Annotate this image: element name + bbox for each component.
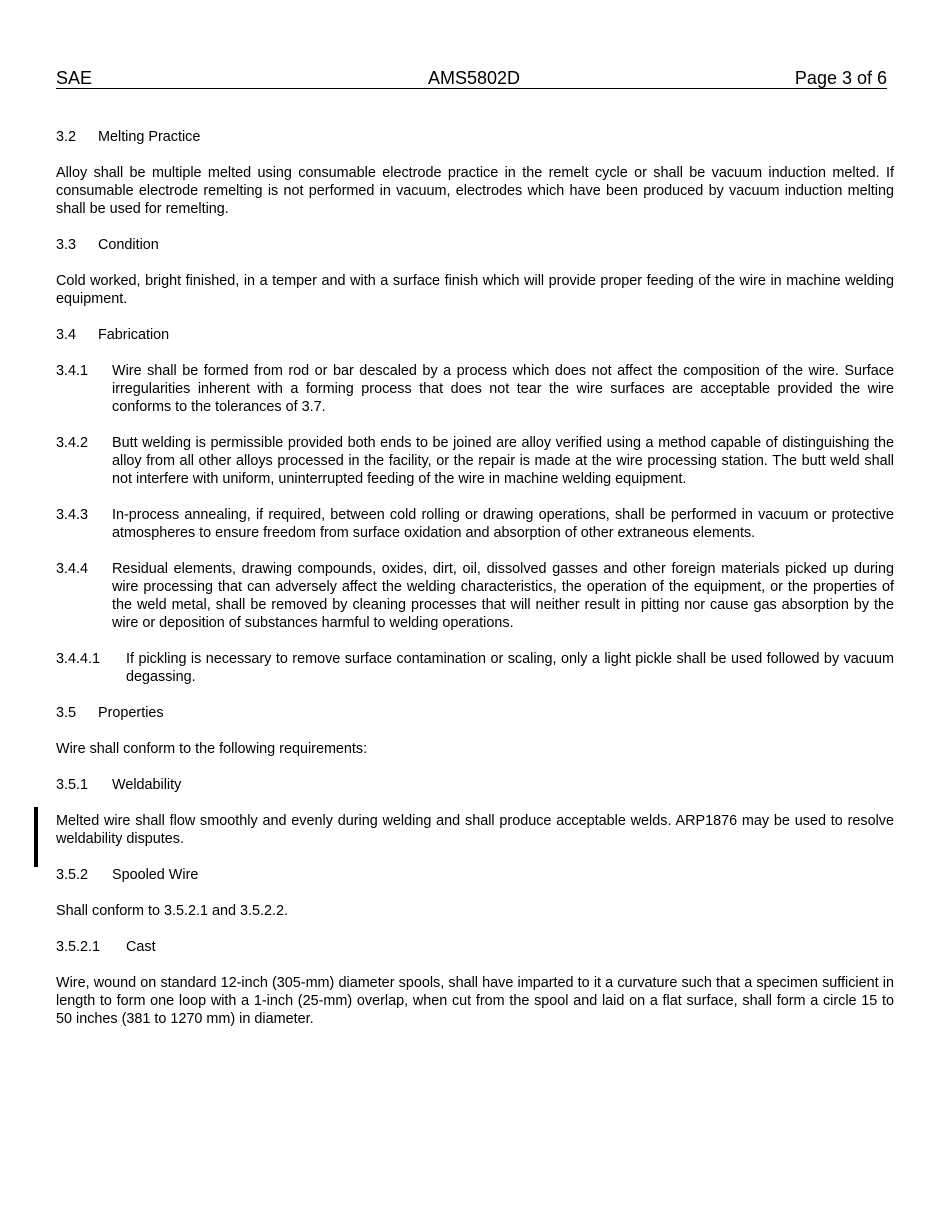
paragraph-3-4-1 [56,362,894,416]
section-number: 3.4.2 [56,435,89,451]
paragraph-3-4-3 [56,506,894,542]
section-title: Melting Practice [98,129,201,145]
section-heading-3-5-1 [56,776,894,794]
section-number: 3.5.2 [56,867,89,883]
paragraph-text: Wire shall be formed from rod or bar descaled by a process which does not affect the composition of the wire. Surface irregularities inherent with a forming process that does not tear the wire surfaces are acceptable provided the wire conforms to the tolerances of 3.7. [112,363,894,415]
paragraph-3-5-2-1: Wire, wound on standard 12-inch (305-mm) diameter spools, shall have imparted to it a curvature such that a specimen sufficient in length to form one loop with a 1-inch (25-mm) overlap, when cut from the spool and laid on a flat surface, shall form a circle 15 to 50 inches (381 to 1270 mm) in diameter. [56,975,894,1027]
section-number: 3.4.1 [56,363,89,379]
paragraph-3-4-2 [56,434,894,488]
section-title: Fabrication [98,327,170,343]
paragraph-3-3: Cold worked, bright finished, in a temper and with a surface finish which will provide proper feeding of the wire in machine welding equipment. [56,273,894,307]
section-heading-3-5-2-1 [56,938,894,956]
section-number: 3.4.3 [56,507,89,523]
section-heading-3-5-2 [56,866,894,884]
section-number: 3.5.2.1 [56,939,101,955]
document-body [56,128,894,1046]
paragraph-text: If pickling is necessary to remove surface contamination or scaling, only a light pickle shall be used followed by vacuum degassing. [126,651,894,685]
paragraph-3-5-1: Melted wire shall flow smoothly and evenly during welding and shall produce acceptable welds. ARP1876 may be used to resolve weldability disputes. [56,813,894,847]
section-heading-3-2 [56,128,894,146]
section-number: 3.4.4.1 [56,651,101,667]
paragraph-3-5-2: Shall conform to 3.5.2.1 and 3.5.2.2. [56,903,288,919]
paragraph-3-4-4 [56,560,894,632]
paragraph-text: In-process annealing, if required, between cold rolling or drawing operations, shall be performed in vacuum or protective atmospheres to ensure freedom from surface oxidation and absorption of other extraneous elements. [112,507,894,541]
section-number: 3.3 [56,237,77,253]
section-heading-3-3 [56,236,894,254]
section-title: Weldability [112,777,182,793]
section-number: 3.5.1 [56,777,89,793]
section-title: Spooled Wire [112,867,199,883]
header-page-number: Page 3 of 6 [794,68,887,88]
section-number: 3.2 [56,129,77,145]
section-heading-3-5 [56,704,894,722]
paragraph-3-2: Alloy shall be multiple melted using consumable electrode practice in the remelt cycle or shall be vacuum induction melted. If consumable electrode remelting is not performed in vacuum, electrodes which have been produced by vacuum induction melting shall be used for remelting. [56,165,894,217]
header-org: SAE [56,68,93,88]
paragraph-3-4-4-1 [56,650,894,686]
revision-change-bar [34,807,38,867]
paragraph-text: Butt welding is permissible provided both ends to be joined are alloy verified using a method capable of distinguishing the alloy from all other alloys processed in the facility, or the repair is made at the wire processing station. The butt weld shall not interfere with uniform, uninterrupted feeding of the wire in machine welding equipment. [112,435,894,487]
paragraph-text: Residual elements, drawing compounds, oxides, dirt, oil, dissolved gasses and other foreign materials picked up during wire processing that can adversely affect the welding characteristics, the operation of the equipment, or the properties of the weld metal, shall be removed by cleaning processes that will neither result in pitting nor cause gas absorption by the wire or deposition of substances harmful to welding operations. [112,561,894,631]
section-title: Properties [98,705,164,721]
page-header [56,68,887,89]
header-doc-number: AMS5802D [428,68,521,88]
section-number: 3.4 [56,327,77,343]
section-heading-3-4 [56,326,894,344]
paragraph-3-5: Wire shall conform to the following requirements: [56,741,368,757]
section-title: Cast [126,939,156,955]
section-title: Condition [98,237,159,253]
section-number: 3.5 [56,705,77,721]
section-number: 3.4.4 [56,561,89,577]
